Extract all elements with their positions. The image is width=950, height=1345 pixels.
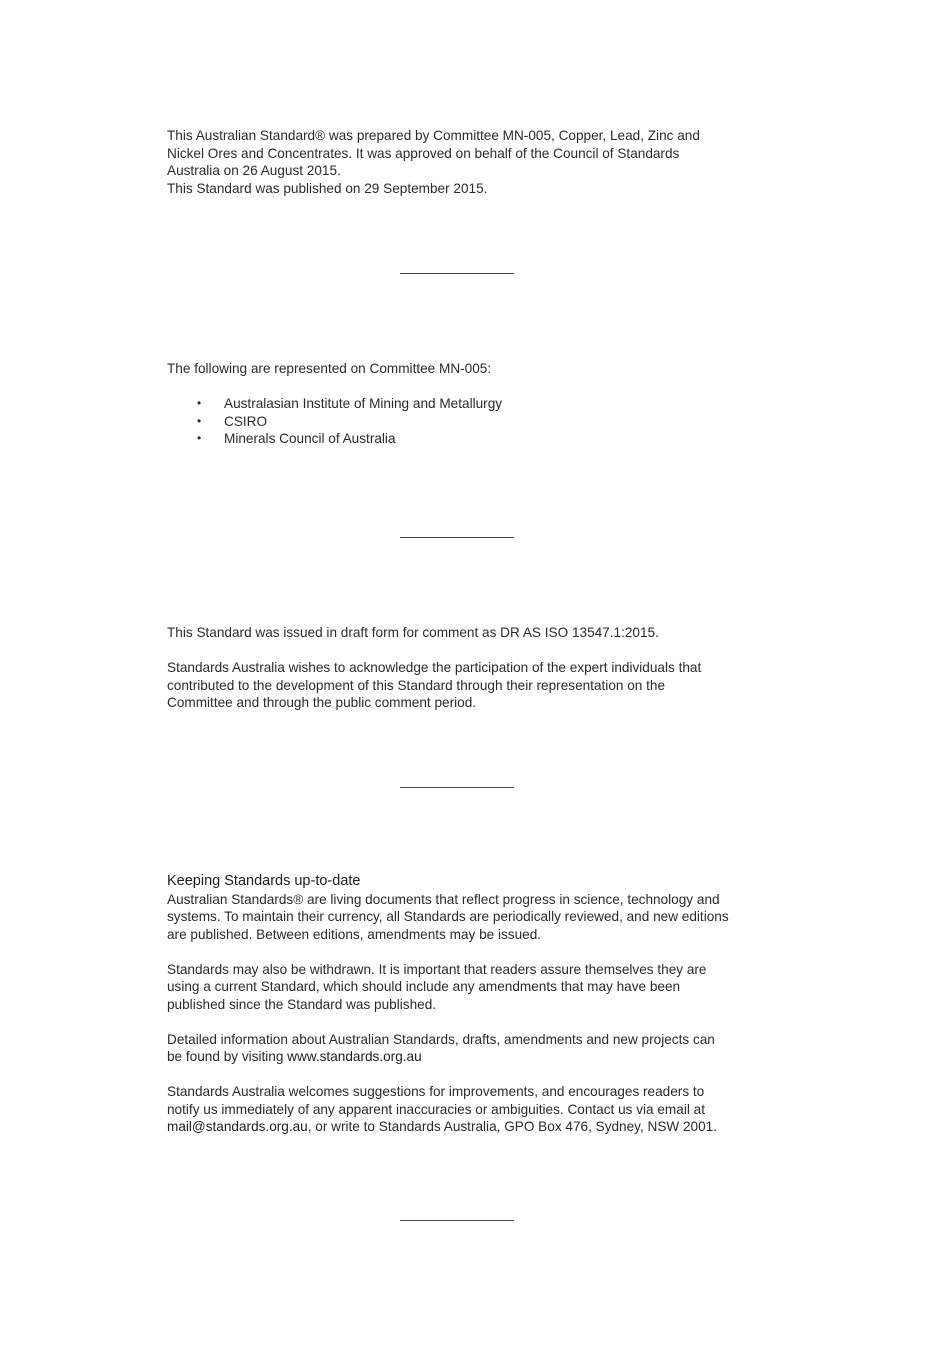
draft-block [167,624,757,712]
preparation-line: Nickel Ores and Concentrates. It was approved on behalf of the Council of Standards [167,145,680,161]
section-divider [400,787,514,788]
paragraph-line: are published. Between editions, amendments may be issued. [167,926,542,942]
preparation-line: Australia on 26 August 2015. [167,163,341,178]
paragraph-line [167,1118,757,1136]
preparation-line: This Australian Standard® was prepared by Committee MN-005, Copper, Lead, Zinc and [167,128,700,143]
paragraph-line: systems. To maintain their currency, all Standards are periodically reviewed, and new editions [167,909,729,924]
acknowledgement-line: Committee and through the public comment period. [167,695,477,710]
section-heading: Keeping Standards up-to-date [167,873,361,889]
list-item [167,395,757,413]
section-divider [400,273,514,274]
committee-member: CSIRO [224,413,268,429]
list-item [167,430,757,448]
bullet-icon: • [197,413,202,428]
committee-block [167,360,757,448]
publication-date: This Standard was published on 29 September 2015. [167,180,488,196]
committee-member-list [167,395,757,448]
committee-member: Minerals Council of Australia [224,431,396,446]
paragraph-line: published since the Standard was published. [167,996,437,1012]
committee-member: Australasian Institute of Mining and Metallurgy [224,396,503,411]
paragraph-line: Standards may also be withdrawn. It is important that readers assure themselves they are [167,961,707,977]
uptodate-block [167,873,757,1136]
draft-statement: This Standard was issued in draft form for comment as DR AS ISO 13547.1:2015. [167,625,659,640]
email-link[interactable]: mail@standards.org.au [167,1119,308,1134]
paragraph-line [167,1048,757,1066]
section-divider [400,537,514,538]
paragraph-line: Detailed information about Australian Standards, drafts, amendments and new projects can [167,1031,715,1047]
acknowledgement-line: Standards Australia wishes to acknowledge the participation of the expert individuals that [167,660,702,675]
acknowledgement-line: contributed to the development of this Standard through their representation on the [167,677,666,693]
paragraph-line: Australian Standards® are living documents that reflect progress in science, technology and [167,891,720,907]
section-divider [400,1220,514,1221]
website-link[interactable]: www.standards.org.au [287,1049,422,1064]
paragraph-text: be found by visiting [167,1049,288,1064]
paragraph-line: notify us immediately of any apparent inaccuracies or ambiguities. Contact us via email at [167,1101,705,1117]
paragraph-text: , or write to Standards Australia, GPO Box 476, Sydney, NSW 2001. [307,1119,718,1134]
paragraph-line: using a current Standard, which should include any amendments that may have been [167,979,681,994]
bullet-icon: • [197,431,202,445]
bullet-icon: • [197,396,202,410]
paragraph-line: Standards Australia welcomes suggestions for improvements, and encourages readers to [167,1084,705,1099]
list-item [167,413,757,431]
preparation-block [167,127,757,197]
committee-intro: The following are represented on Committee MN-005: [167,361,492,376]
